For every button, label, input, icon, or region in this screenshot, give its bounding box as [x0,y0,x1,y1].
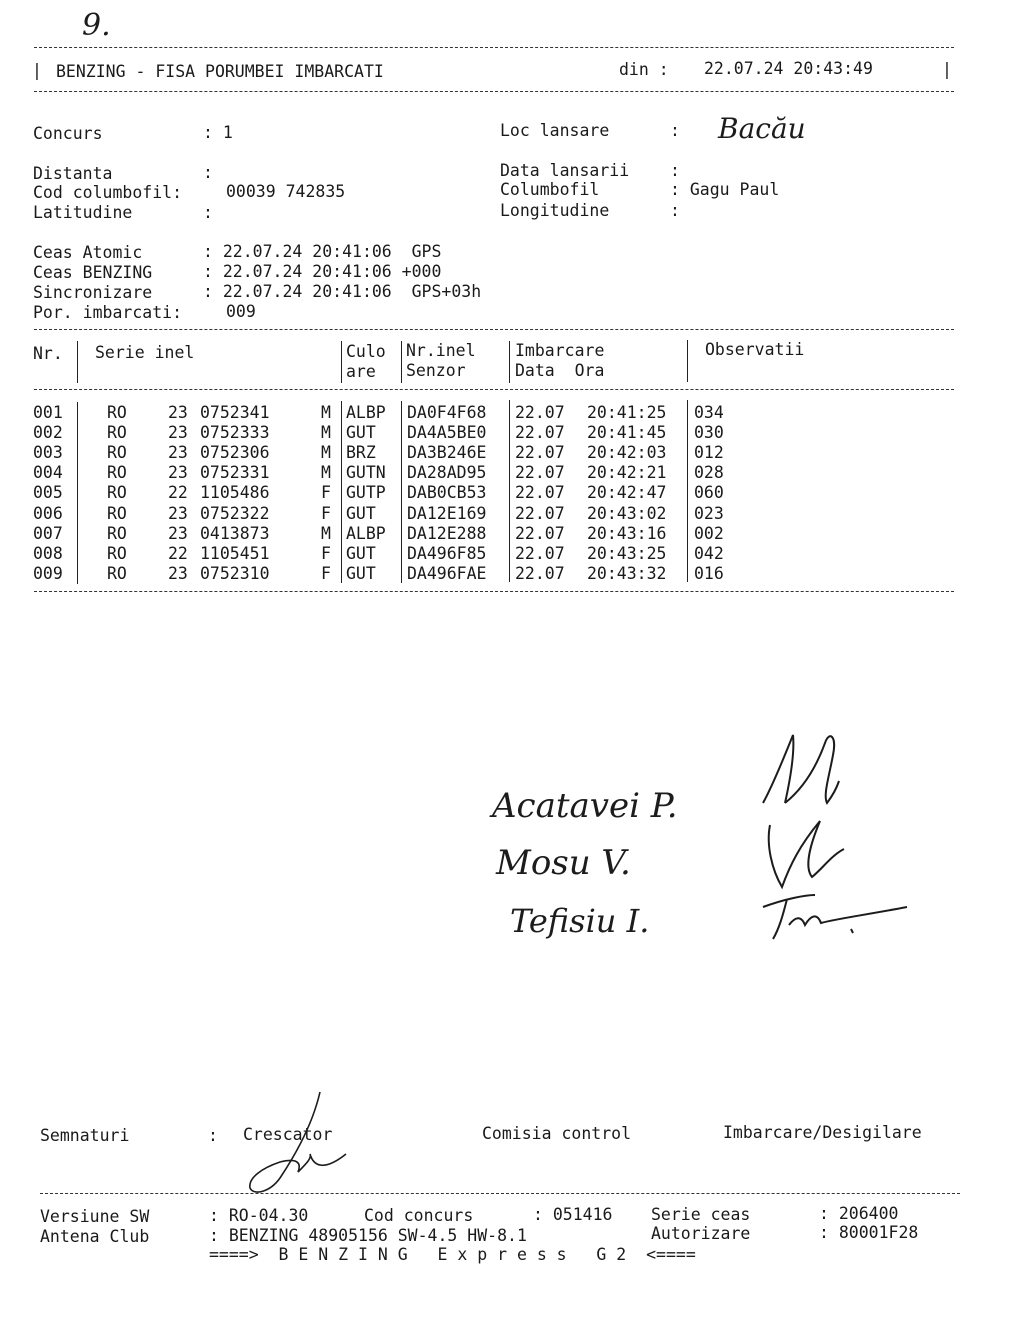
col-serie-header: Serie inel [95,343,195,362]
table-top-rule [34,329,954,330]
col-nrinel-header-1: Nr.inel [406,341,476,360]
row-sex: M [321,423,331,443]
row-inel: 1105451 [200,543,270,563]
row-tara: RO [107,483,127,503]
row-an: 23 [168,403,188,422]
body-bar-observatii [687,400,688,582]
row-inel: 0752322 [200,503,270,523]
row-ora: 20:41:45 [587,423,667,443]
row-nr: 004 [33,463,63,483]
ceas-atomic-label: Ceas Atomic [33,243,143,262]
serie-ceas-label: Serie ceas [651,1205,751,1224]
table-row [0,504,1024,524]
concurs-value: : 1 [203,123,233,142]
sincronizare-label: Sincronizare [33,283,153,302]
row-obs: 042 [694,543,724,563]
body-bar-imbarcare [509,400,510,582]
row-culoare: GUT [346,563,376,583]
row-ora: 20:42:21 [587,463,667,483]
row-nr: 009 [33,563,63,583]
por-imbarcati-label: Por. imbarcati: [33,303,183,322]
row-an: 23 [168,443,188,463]
ceas-benzing-label: Ceas BENZING [33,263,153,282]
columbofil-label: Columbofil [500,180,600,199]
versiune-value: : RO-04.30 [209,1206,309,1225]
antena-value: : BENZING 48905156 SW-4.5 HW-8.1 [209,1226,527,1245]
header-title: BENZING - FISA PORUMBEI IMBARCATI [56,62,384,81]
header-bar-imbarcare [509,341,510,383]
row-nr: 005 [33,483,63,503]
table-row [0,443,1024,463]
header-din-label: din : [619,60,669,79]
crescator-signature [240,1088,360,1198]
loc-lansare-label: Loc lansare [500,121,610,140]
cod-columbofil-value: 00039 742835 [226,182,346,201]
table-header-rule [34,389,954,390]
footer-rule [40,1193,960,1194]
row-tara: RO [107,403,127,422]
table-row [0,524,1024,544]
col-imbarcare-header-1: Imbarcare [515,341,605,360]
crescator-label: Crescator [243,1125,333,1144]
row-ora: 20:43:02 [587,503,667,523]
distanta-label: Distanta [33,164,113,183]
row-tara: RO [107,463,127,483]
row-obs: 016 [694,563,724,583]
row-inel: 0752341 [200,403,270,422]
ceas-benzing-value: : 22.07.24 20:41:06 +000 [203,262,442,281]
row-data: 22.07 [515,483,565,503]
row-an: 23 [168,523,188,543]
header-din-value: 22.07.24 20:43:49 [704,59,873,78]
row-ora: 20:43:16 [587,523,667,543]
row-tara: RO [107,563,127,583]
row-nr: 007 [33,523,63,543]
data-lansarii-label: Data lansarii [500,161,630,180]
row-inel: 1105486 [200,483,270,503]
col-imbarcare-header-2: Data Ora [515,361,605,380]
row-an: 23 [168,463,188,483]
semnaturi-label: Semnaturi [40,1126,130,1145]
longitudine-label: Longitudine [500,201,610,220]
sheet-number: 9. [82,8,111,43]
row-sex: M [321,523,331,543]
row-inel: 0752331 [200,463,270,483]
row-nr: 003 [33,443,63,463]
row-data: 22.07 [515,503,565,523]
signature-1 [755,725,855,810]
col-nrinel-header-2: Senzor [406,361,466,380]
versiune-label: Versiune SW [40,1207,150,1226]
row-nr: 002 [33,423,63,443]
row-inel: 0752310 [200,563,270,583]
col-culoare-header-1: Culo [346,342,386,361]
row-sex: F [321,483,331,503]
header-top-rule [34,47,954,48]
row-an: 22 [168,543,188,563]
loc-lansare-handwritten: Bacău [718,112,806,145]
row-data: 22.07 [515,443,565,463]
row-data: 22.07 [515,423,565,443]
body-bar-nr [77,402,78,584]
row-inel: 0752333 [200,423,270,443]
row-an: 23 [168,503,188,523]
row-data: 22.07 [515,563,565,583]
cod-concurs-value: : 051416 [533,1205,613,1224]
row-obs: 034 [694,403,724,422]
concurs-label: Concurs [33,124,103,143]
table-row [0,463,1024,483]
row-sex: M [321,463,331,483]
signature-3 [755,885,915,945]
signature-2 [760,815,850,895]
table-row [0,544,1024,564]
row-senzor: DA496FAE [407,563,487,583]
col-culoare-header-2: are [346,362,376,381]
cod-columbofil-label: Cod columbofil: [33,183,183,202]
row-data: 22.07 [515,543,565,563]
row-tara: RO [107,503,127,523]
imbarcare-label: Imbarcare/Desigilare [723,1123,922,1142]
row-obs: 012 [694,443,724,463]
data-lansarii-value: : [670,161,680,180]
row-culoare: GUT [346,423,376,443]
semnaturi-sep: : [208,1126,218,1145]
row-nr: 006 [33,503,63,523]
row-ora: 20:43:25 [587,543,667,563]
row-ora: 20:42:03 [587,443,667,463]
table-row [0,423,1024,443]
table-row [0,564,1024,584]
row-obs: 023 [694,503,724,523]
autorizare-value: : 80001F28 [819,1223,919,1242]
row-an: 23 [168,423,188,443]
table-bottom-rule [34,591,954,592]
row-sex: F [321,563,331,583]
row-an: 23 [168,563,188,583]
row-senzor: DA12E169 [407,503,487,523]
row-senzor: DA496F85 [407,543,487,563]
row-culoare: ALBP [346,523,386,543]
row-senzor: DA28AD95 [407,463,487,483]
header-bar-observatii [687,340,688,382]
row-nr: 001 [33,403,63,422]
row-data: 22.07 [515,463,565,483]
body-bar-nrinel [401,401,402,583]
header-right-bar: | [942,60,952,79]
row-senzor: DA12E288 [407,523,487,543]
row-nr: 008 [33,543,63,563]
row-culoare: GUT [346,503,376,523]
autorizare-label: Autorizare [651,1224,751,1243]
row-obs: 060 [694,483,724,503]
comisia-label: Comisia control [482,1124,632,1143]
row-tara: RO [107,443,127,463]
commission-name-3: Tefisiu I. [510,902,650,940]
row-ora: 20:42:47 [587,483,667,503]
col-observatii-header: Observatii [705,340,805,359]
row-data: 22.07 [515,523,565,543]
row-senzor: DA3B246E [407,443,487,463]
por-imbarcati-value: 009 [226,302,256,321]
row-sex: F [321,543,331,563]
row-culoare: BRZ [346,443,376,463]
row-culoare: GUT [346,543,376,563]
row-sex: M [321,443,331,463]
row-ora: 20:41:25 [587,403,667,422]
commission-name-2: Mosu V. [496,843,631,883]
serie-ceas-value: : 206400 [819,1204,899,1223]
row-sex: M [321,403,331,422]
table-row [0,403,1024,423]
row-inel: 0413873 [200,523,270,543]
header-left-bar: | [32,61,42,80]
row-sex: F [321,503,331,523]
sincronizare-value: : 22.07.24 20:41:06 GPS+03h [203,282,482,301]
col-nr-header: Nr. [33,344,63,363]
header-bottom-rule [34,91,954,92]
loc-lansare-sep: : [670,121,680,140]
longitudine-value: : [670,201,680,220]
row-tara: RO [107,423,127,443]
body-bar-culoare [341,401,342,583]
latitudine-value: : [203,203,213,222]
row-tara: RO [107,543,127,563]
latitudine-label: Latitudine [33,203,133,222]
header-bar-culoare [341,341,342,383]
row-inel: 0752306 [200,443,270,463]
row-ora: 20:43:32 [587,563,667,583]
distanta-value: : [203,163,213,182]
row-culoare: ALBP [346,403,386,422]
columbofil-value: : Gagu Paul [670,180,780,199]
row-tara: RO [107,523,127,543]
row-culoare: GUTP [346,483,386,503]
cod-concurs-label: Cod concurs [364,1206,474,1225]
row-obs: 030 [694,423,724,443]
commission-name-1: Acatavei P. [492,786,678,826]
row-senzor: DAB0CB53 [407,483,487,503]
table-row [0,483,1024,503]
row-culoare: GUTN [346,463,386,483]
row-senzor: DA0F4F68 [407,403,487,422]
row-obs: 028 [694,463,724,483]
row-an: 22 [168,483,188,503]
header-bar-nr [77,341,78,383]
row-senzor: DA4A5BE0 [407,423,487,443]
ceas-atomic-value: : 22.07.24 20:41:06 GPS [203,242,442,261]
row-obs: 002 [694,523,724,543]
row-data: 22.07 [515,403,565,422]
antena-label: Antena Club [40,1227,150,1246]
brand-line: ====> B E N Z I N G E x p r e s s G 2 <==== [209,1245,696,1264]
header-bar-nrinel [401,341,402,383]
